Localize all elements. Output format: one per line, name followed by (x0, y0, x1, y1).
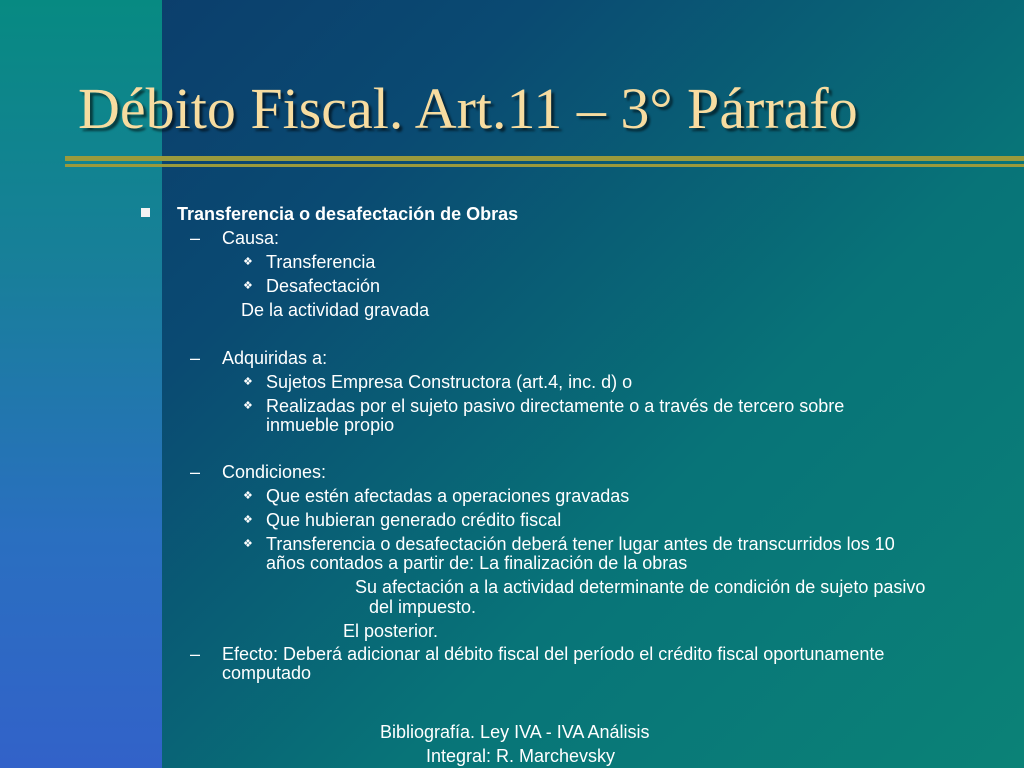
condiciones-label: Condiciones: (222, 462, 327, 482)
diamond-bullet-icon: ❖ (243, 538, 253, 550)
title-rule-top (65, 156, 1024, 161)
causa-label: Causa: (222, 228, 280, 248)
slide-title: Débito Fiscal. Art.11 – 3° Párrafo (78, 76, 858, 141)
condiciones-sub-2: El posterior. (343, 621, 439, 641)
condiciones-item-2: Que hubieran generado crédito fiscal (266, 510, 562, 530)
adquiridas-item-1: Sujetos Empresa Constructora (art.4, inc. d) o (266, 372, 633, 392)
condiciones-item-3-line-1: Transferencia o desafectación deberá tener lugar antes de transcurridos los 10 (266, 534, 895, 554)
diamond-bullet-icon: ❖ (243, 256, 253, 268)
diamond-bullet-icon: ❖ (243, 280, 253, 292)
condiciones-sub-1-line-2: del impuesto. (369, 597, 477, 617)
dash-bullet-icon: – (190, 462, 201, 482)
condiciones-sub-1-line-1: Su afectación a la actividad determinante de condición de sujeto pasivo (355, 577, 926, 597)
efecto-line-2: computado (222, 663, 312, 683)
condiciones-item-3-line-2: años contados a partir de: La finalización de la obras (266, 553, 688, 573)
adquiridas-item-2-line-1: Realizadas por el sujeto pasivo directamente o a través de tercero sobre (266, 396, 845, 416)
footer-line-1: Bibliografía. Ley IVA - IVA Análisis (380, 722, 650, 742)
adquiridas-label: Adquiridas a: (222, 348, 328, 368)
diamond-bullet-icon: ❖ (243, 490, 253, 502)
diamond-bullet-icon: ❖ (243, 376, 253, 388)
main-bullet-text: Transferencia o desafectación de Obras (177, 204, 519, 224)
square-bullet-icon (141, 208, 150, 217)
efecto-line-1: Efecto: Deberá adicionar al débito fiscal del período el crédito fiscal oportunamente (222, 644, 885, 664)
causa-note: De la actividad gravada (241, 300, 430, 320)
footer-line-2: Integral: R. Marchevsky (426, 746, 616, 766)
causa-item-1: Transferencia (266, 252, 376, 272)
title-rule-bottom (65, 164, 1024, 167)
diamond-bullet-icon: ❖ (243, 400, 253, 412)
diamond-bullet-icon: ❖ (243, 514, 253, 526)
condiciones-item-1: Que estén afectadas a operaciones gravadas (266, 486, 630, 506)
dash-bullet-icon: – (190, 644, 201, 664)
dash-bullet-icon: – (190, 228, 201, 248)
adquiridas-item-2-line-2: inmueble propio (266, 415, 395, 435)
dash-bullet-icon: – (190, 348, 201, 368)
causa-item-2: Desafectación (266, 276, 381, 296)
